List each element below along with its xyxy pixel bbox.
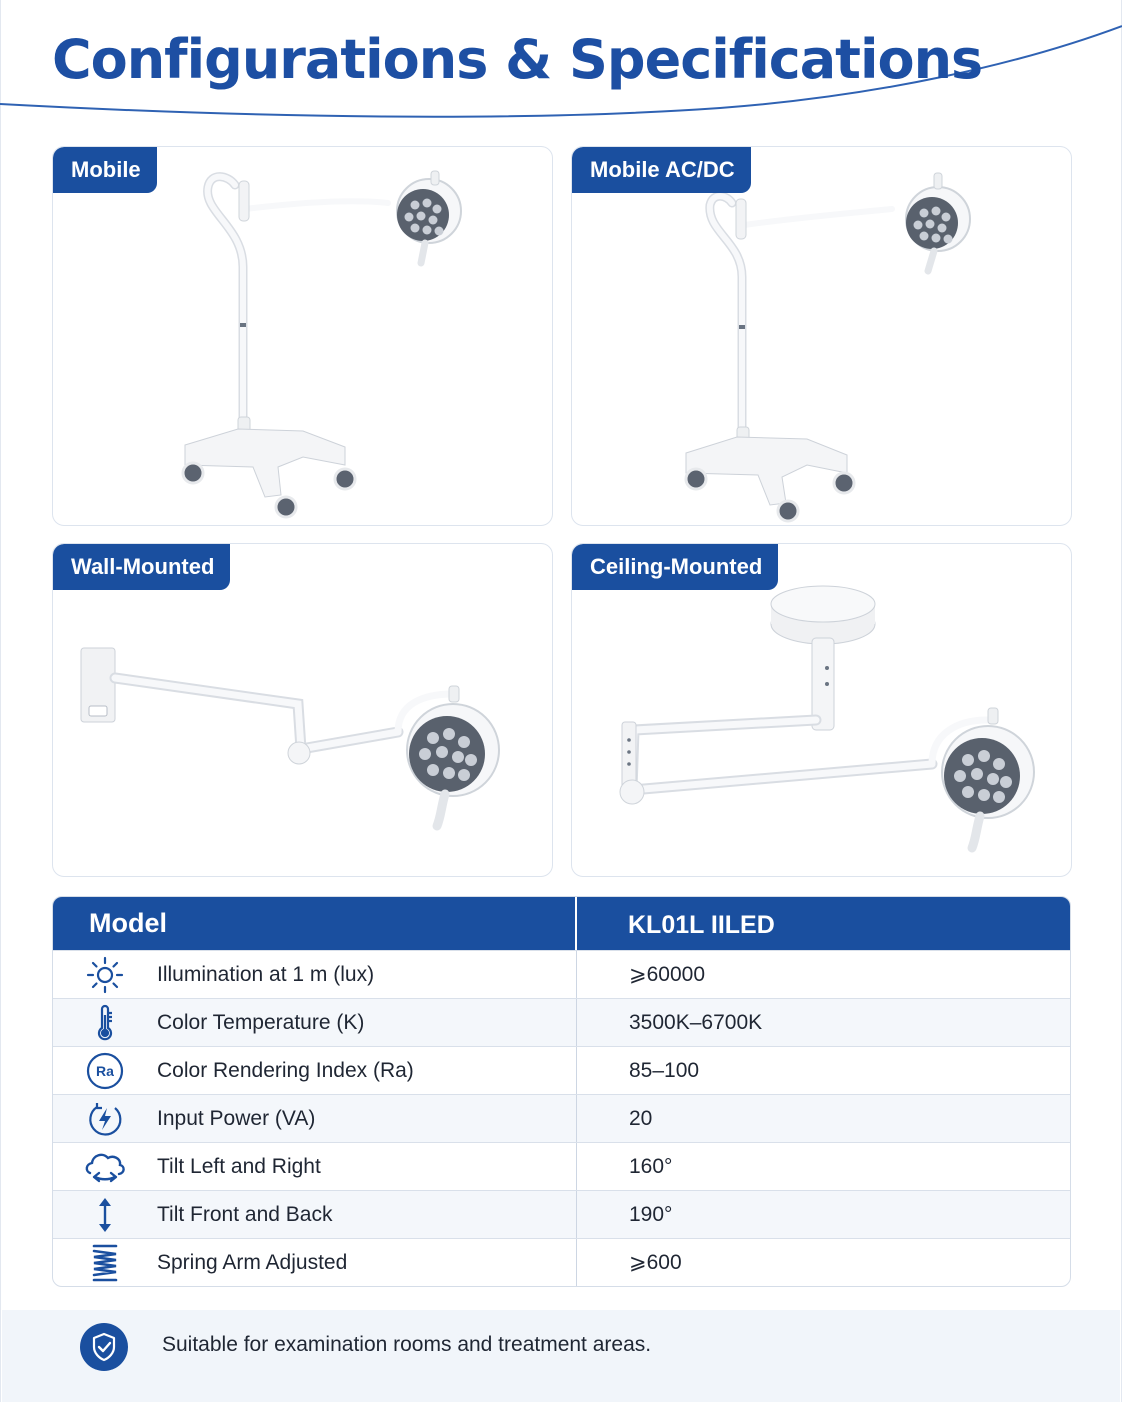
- param-value: 20: [629, 1106, 653, 1130]
- ra-badge-text: Ra: [96, 1062, 114, 1079]
- config-card-ceiling-mounted: [571, 543, 1072, 877]
- footer-text: Suitable for examination rooms and treatment areas.: [162, 1333, 652, 1356]
- table-row: [53, 998, 1070, 1046]
- param-value: 85–100: [629, 1058, 700, 1082]
- param-name: Color Rendering Index (Ra): [157, 1058, 414, 1082]
- spec-table: [52, 896, 1071, 1287]
- mobile-acdc-lamp-illustration: [572, 147, 1072, 526]
- param-name: Input Power (VA): [157, 1106, 316, 1130]
- wall-mounted-lamp-illustration: [53, 544, 553, 877]
- mobile-lamp-illustration: [53, 147, 553, 526]
- rotate-arrows-icon: [53, 1143, 157, 1191]
- config-label-mobile-acdc: Mobile AC/DC: [572, 147, 751, 193]
- param-value: 190°: [629, 1202, 673, 1226]
- param-value: 160°: [629, 1154, 673, 1178]
- table-row: [53, 950, 1070, 998]
- param-name: Illumination at 1 m (lux): [157, 962, 375, 986]
- param-value: ⩾600: [629, 1251, 682, 1274]
- page-title: Configurations & Specifications: [52, 28, 983, 91]
- lightning-icon: [53, 1095, 157, 1143]
- table-row: [53, 1094, 1070, 1142]
- param-value: ⩾60000: [629, 963, 705, 986]
- table-row: [53, 1046, 1070, 1094]
- param-name: Spring Arm Adjusted: [157, 1250, 348, 1274]
- param-name: Tilt Front and Back: [157, 1202, 333, 1226]
- param-name: Color Temperature (K): [157, 1010, 365, 1034]
- vertical-arrows-icon: [53, 1191, 157, 1239]
- param-value: 3500K–6700K: [629, 1010, 763, 1034]
- header-model-value: KL01L IILED: [628, 911, 775, 939]
- table-row: [53, 1190, 1070, 1238]
- config-label-wall-mounted: Wall-Mounted: [53, 544, 230, 590]
- table-row: [53, 1238, 1070, 1286]
- thermometer-icon: [53, 999, 157, 1047]
- config-label-mobile: Mobile: [53, 147, 157, 193]
- config-card-mobile-acdc: [571, 146, 1072, 526]
- shield-check-icon: [79, 1322, 129, 1372]
- param-name: Tilt Left and Right: [157, 1154, 321, 1178]
- ceiling-mounted-lamp-illustration: [572, 544, 1072, 877]
- spec-table-header: [53, 897, 1070, 950]
- config-label-ceiling-mounted: Ceiling-Mounted: [572, 544, 778, 590]
- config-card-wall-mounted: [52, 543, 553, 877]
- table-row: [53, 1142, 1070, 1190]
- config-card-mobile: [52, 146, 553, 526]
- spring-icon: [53, 1239, 157, 1287]
- header-model-label: Model: [53, 897, 577, 950]
- sun-icon: [53, 951, 157, 999]
- ra-badge-icon: [53, 1047, 157, 1095]
